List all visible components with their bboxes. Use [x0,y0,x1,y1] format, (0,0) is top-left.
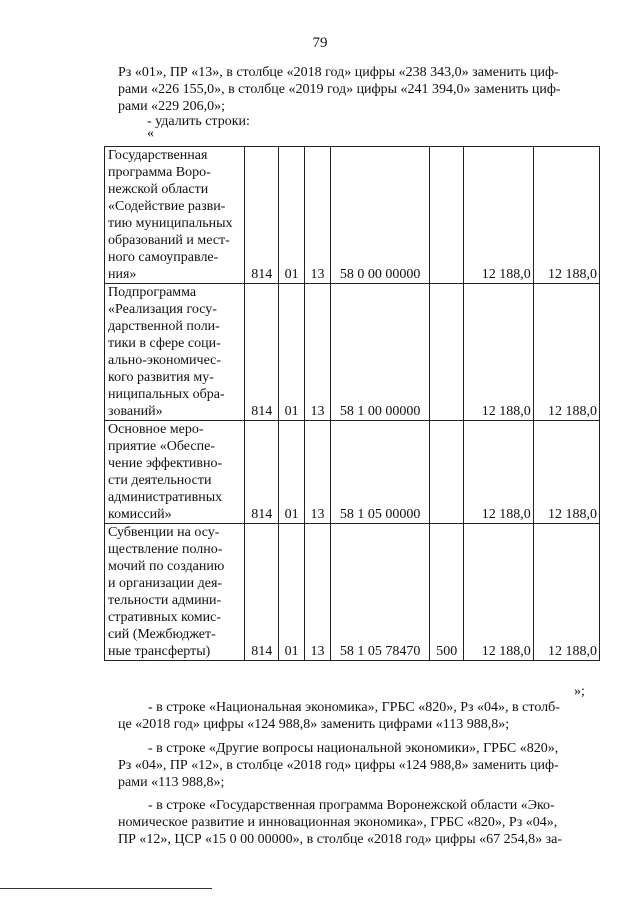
row-name-line: «Содействие разви- [108,199,226,214]
row-name-line: сти деятельности [108,473,212,488]
year-2018-cell: 12 188,0 [464,421,534,524]
pr-cell: 13 [305,524,331,661]
pr-cell: 13 [305,421,331,524]
grbs-cell: 814 [245,524,279,661]
row-name-line: Основное меро- [108,422,204,437]
amendment-line: - в строке «Другие вопросы национальной экономики», ГРБС «820», [148,741,559,756]
row-name-line: ально-экономичес- [108,353,222,368]
amendment-paragraph [118,740,598,791]
amendment-line: Рз «04», ПР «12», в столбце «2018 год» цифры «124 988,8» заменить циф- [118,758,559,773]
vr-cell: 500 [430,524,464,661]
row-name-line: Подпрограмма [108,285,197,300]
amendment-line: - в строке «Государственная программа Воронежской области «Эко- [148,798,555,813]
table-row [105,284,600,421]
quote-close-mark: »; [574,684,585,699]
row-name-line: образований и мест- [108,233,230,248]
delete-instruction: - удалить строки: [147,114,250,129]
row-name-line: комиссий» [108,507,172,522]
grbs-cell: 814 [245,284,279,421]
amendment-line: - в строке «Национальная экономика», ГРБС «820», Рз «04», в столб- [148,700,560,715]
row-name-line: тики в сфере соци- [108,336,221,351]
table-row [105,421,600,524]
row-name-line: Государственная [108,148,208,163]
row-name-line: ные трансферты) [108,644,211,659]
row-name-line: сий (Межбюджет- [108,627,216,642]
row-name-line: административных [108,490,223,505]
row-name-line: тельности админи- [108,593,222,608]
csr-cell: 58 1 05 78470 [330,524,429,661]
quote-open-mark: « [147,126,154,141]
row-name-line: ниципальных обра- [108,387,225,402]
intro-line: рами «229 206,0»; [118,99,225,114]
row-name-line: дарственной поли- [108,319,220,334]
row-name-cell [105,147,245,284]
row-name-line: кого развития му- [108,370,214,385]
pr-cell: 13 [305,147,331,284]
row-name-line: стративных комис- [108,610,222,625]
footnote-rule [0,888,212,889]
row-name-cell [105,421,245,524]
row-name-line: «Реализация госу- [108,302,217,317]
grbs-cell: 814 [245,147,279,284]
rz-cell: 01 [279,524,305,661]
rz-cell: 01 [279,284,305,421]
rz-cell: 01 [279,147,305,284]
page-number: 79 [312,35,328,51]
row-name-line: зований» [108,404,163,419]
year-2018-cell: 12 188,0 [464,524,534,661]
row-name-line: тию муниципальных [108,216,233,231]
amendment-line: це «2018 год» цифры «124 988,8» заменить цифрами «113 988,8»; [118,717,510,732]
row-name-line: чение эффективно- [108,456,223,471]
intro-paragraph [118,64,598,115]
year-2019-cell: 12 188,0 [533,284,599,421]
year-2019-cell: 12 188,0 [533,421,599,524]
amendment-line: ПР «12», ЦСР «15 0 00 00000», в столбце «2018 год» цифры «67 254,8» за- [118,832,563,847]
row-name-line: мочий по созданию [108,559,225,574]
row-name-line: ществление полно- [108,542,223,557]
intro-line: рами «226 155,0», в столбце «2019 год» цифры «241 394,0» заменить циф- [118,82,561,97]
intro-line: Рз «01», ПР «13», в столбце «2018 год» цифры «238 343,0» заменить циф- [118,65,559,80]
grbs-cell: 814 [245,421,279,524]
row-name-line: нежской области [108,182,209,197]
row-name-cell [105,524,245,661]
amendment-line: номическое развитие и инновационная экономика», ГРБС «820», Рз «04», [118,815,558,830]
pr-cell: 13 [305,284,331,421]
year-2018-cell: 12 188,0 [464,284,534,421]
vr-cell [430,421,464,524]
row-name-line: и организации дея- [108,576,223,591]
row-name-line: Субвенции на осу- [108,525,220,540]
year-2019-cell: 12 188,0 [533,524,599,661]
budget-table [104,146,600,661]
vr-cell [430,284,464,421]
row-name-line: программа Воро- [108,165,211,180]
row-name-line: ния» [108,267,137,282]
year-2018-cell: 12 188,0 [464,147,534,284]
row-name-line: ного самоуправле- [108,250,219,265]
year-2019-cell: 12 188,0 [533,147,599,284]
vr-cell [430,147,464,284]
amendment-paragraph [118,797,598,848]
amendment-line: рами «113 988,8»; [118,775,225,790]
amendment-paragraph [118,699,598,733]
csr-cell: 58 0 00 00000 [330,147,429,284]
csr-cell: 58 1 05 00000 [330,421,429,524]
row-name-line: приятие «Обеспе- [108,439,215,454]
table-row [105,147,600,284]
table-row [105,524,600,661]
rz-cell: 01 [279,421,305,524]
csr-cell: 58 1 00 00000 [330,284,429,421]
row-name-cell [105,284,245,421]
